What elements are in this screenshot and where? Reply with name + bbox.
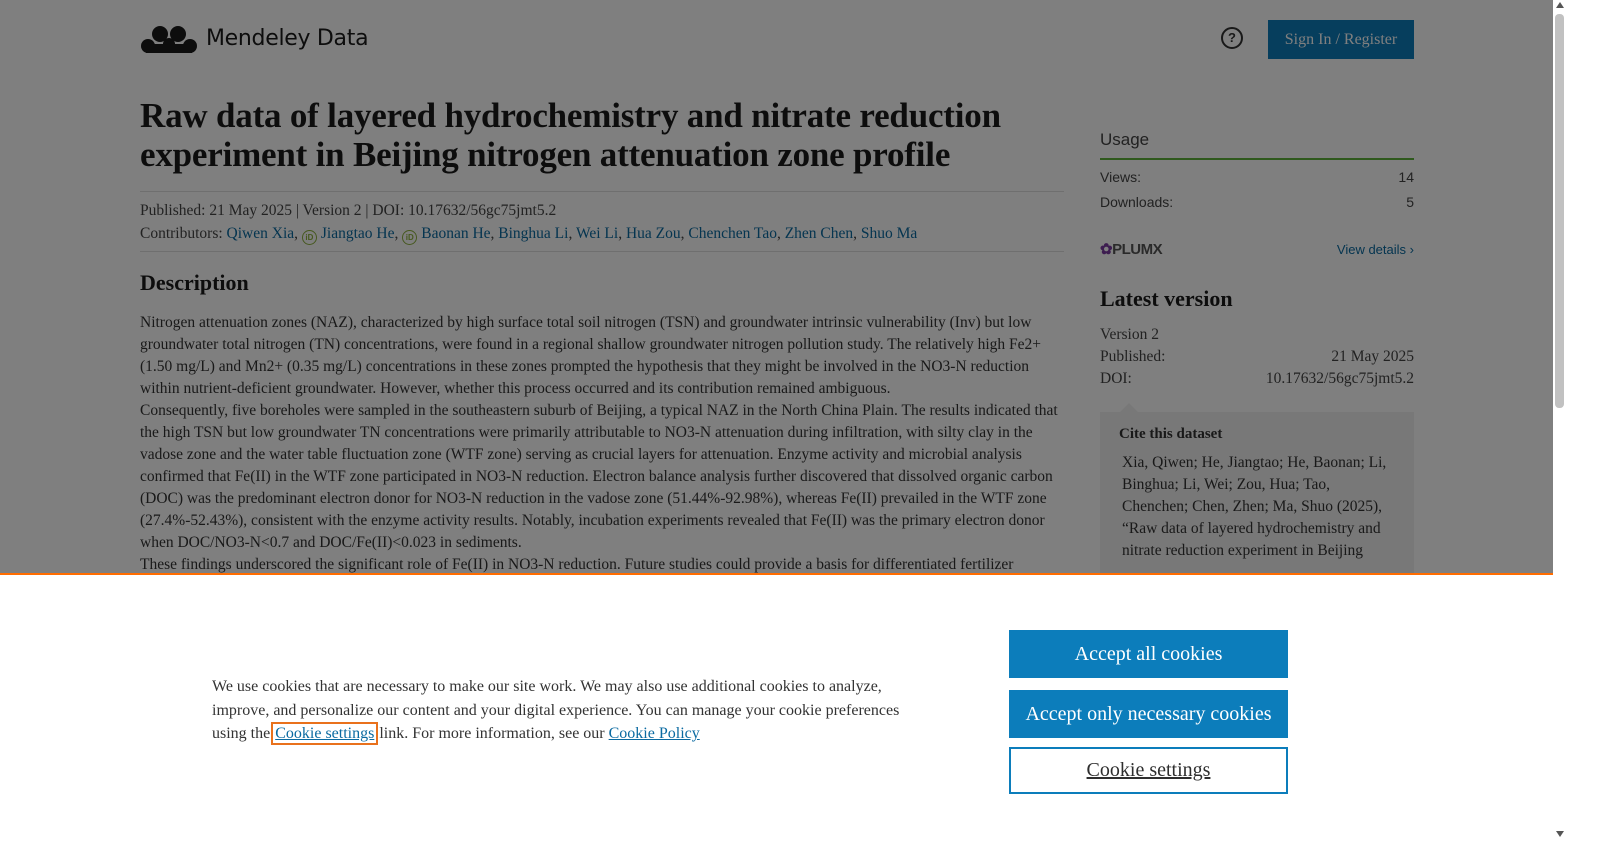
- accept-necessary-cookies-button[interactable]: Accept only necessary cookies: [1009, 690, 1288, 738]
- scroll-down-arrow-icon[interactable]: [1556, 831, 1564, 837]
- cookie-text-middle: link. For more information, see our: [375, 725, 609, 742]
- accept-all-cookies-button[interactable]: Accept all cookies: [1009, 630, 1288, 678]
- page-scrollbar[interactable]: [1553, 0, 1568, 861]
- cookie-text-before: We use cookies that are necessary to make our site work. We may also use additional cookies to analyze, improve, and personalize our content and your digital experience. You can manage your cookie preferences using the: [212, 678, 900, 742]
- scroll-up-arrow-icon[interactable]: [1556, 2, 1564, 8]
- window-edge: [1568, 0, 1600, 861]
- cookie-settings-button[interactable]: Cookie settings: [1009, 747, 1288, 794]
- scrollbar-thumb[interactable]: [1555, 14, 1564, 408]
- cookie-banner-text: [212, 675, 932, 746]
- cookie-settings-link[interactable]: Cookie settings: [275, 725, 375, 742]
- cookie-banner: [0, 573, 1553, 861]
- cookie-policy-link[interactable]: Cookie Policy: [608, 725, 700, 742]
